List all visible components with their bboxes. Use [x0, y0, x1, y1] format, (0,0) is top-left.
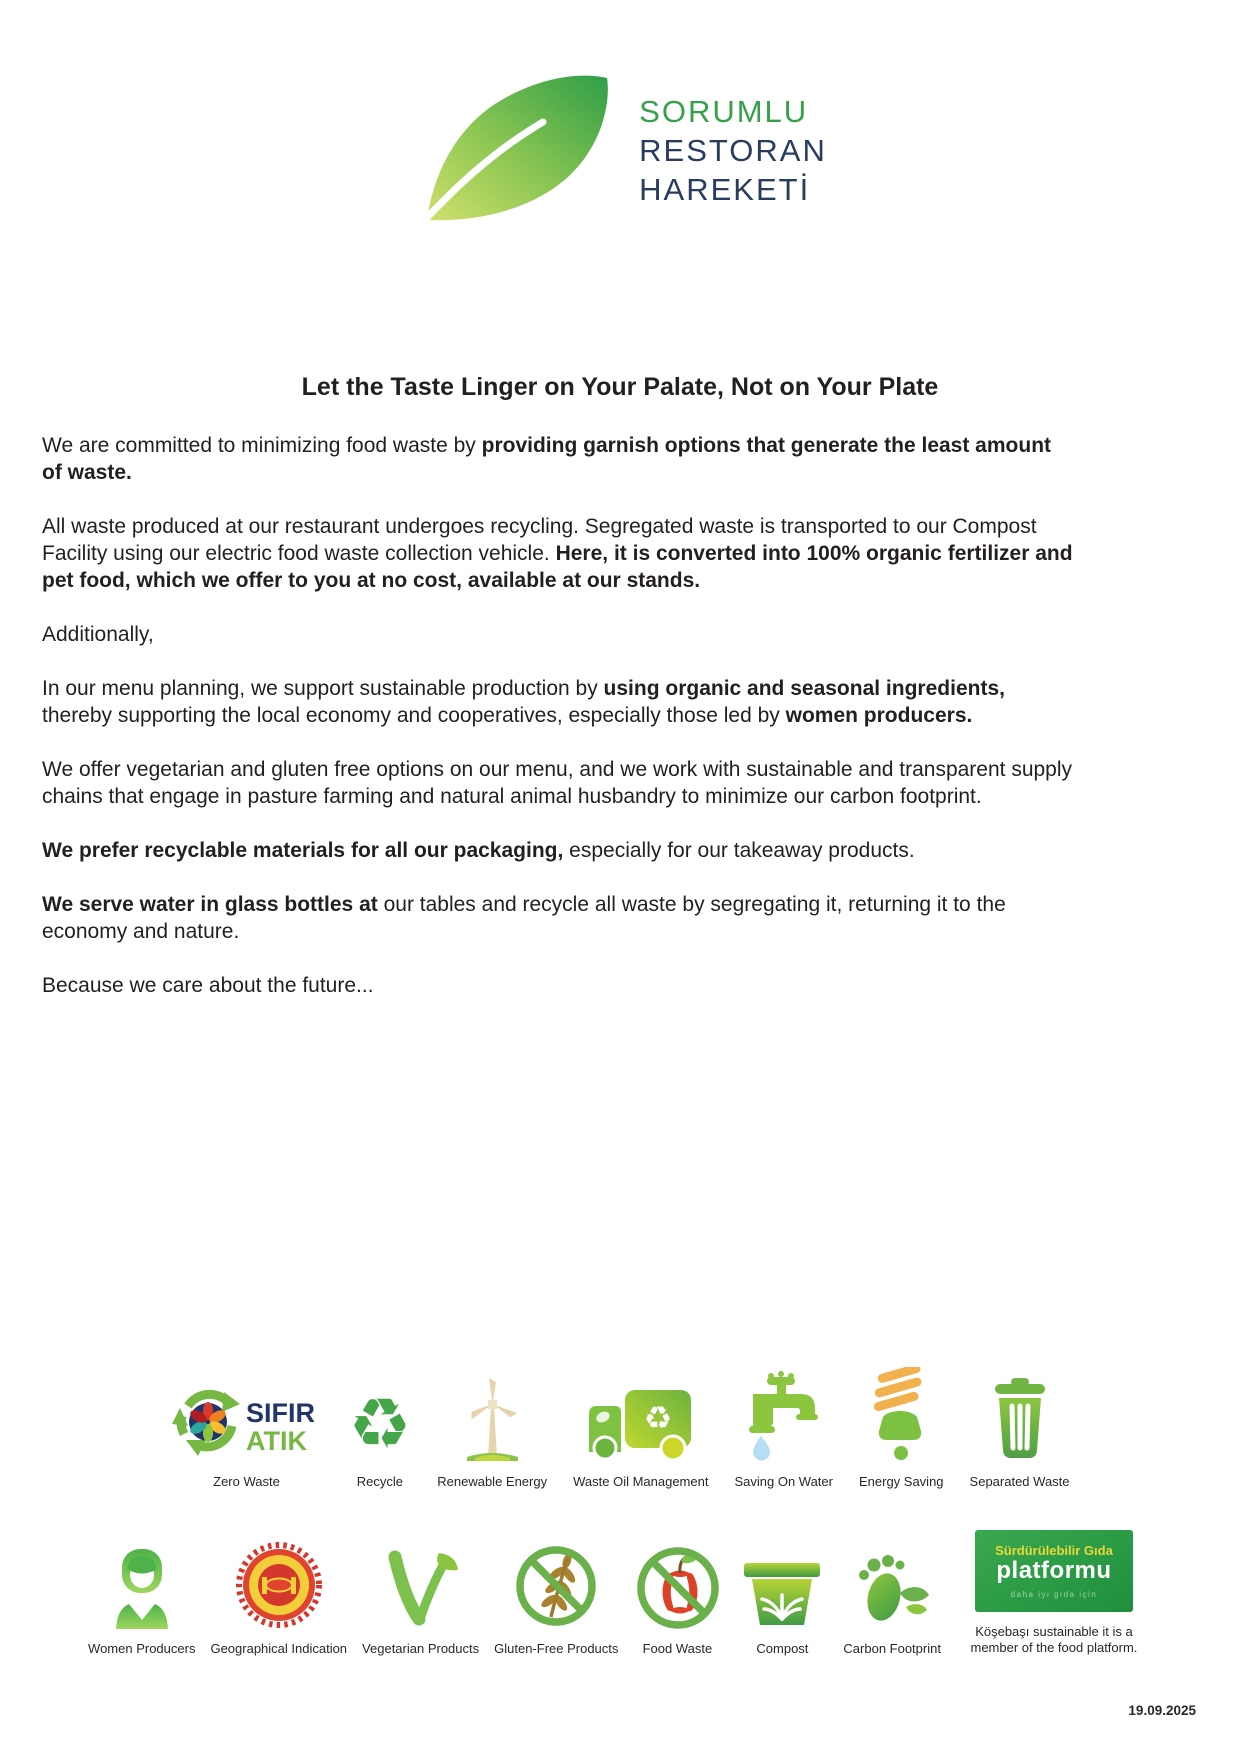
- leaf-logo-icon: [413, 70, 613, 230]
- icon-label: Energy Saving: [858, 1474, 944, 1489]
- vegetarian-icon: [381, 1545, 461, 1629]
- saving-water-icon: [741, 1378, 826, 1462]
- waste-oil-icon: [585, 1378, 697, 1462]
- icon-item-vegetarian: [362, 1545, 479, 1656]
- icon-label: Carbon Footprint: [843, 1641, 941, 1656]
- body-text: [42, 432, 1074, 999]
- icon-label: Waste Oil Management: [573, 1474, 709, 1489]
- sustainable-food-platform-badge: [975, 1530, 1133, 1612]
- paragraph: We prefer recyclable materials for all our packaging, especially for our takeaway products.: [42, 839, 915, 862]
- icon-row-products: [0, 1528, 1240, 1656]
- icon-item-energy-saving: [859, 1378, 944, 1489]
- food-platform-icon: [975, 1528, 1133, 1612]
- icon-label: Compost: [756, 1641, 809, 1656]
- icon-item-food-waste: [633, 1545, 721, 1656]
- icon-label: Geographical Indication: [210, 1641, 348, 1656]
- paragraph: Additionally,: [42, 623, 154, 646]
- icon-label: Food Waste: [642, 1641, 713, 1656]
- icon-item-carbon-footprint: [843, 1545, 941, 1656]
- carbon-footprint-icon: [850, 1545, 934, 1629]
- icon-item-recycle: [348, 1378, 411, 1489]
- paragraph: In our menu planning, we support sustainable production by using organic and seasonal ingredients, thereby supporting the local economy and cooperatives, especially those led by women producers.: [42, 677, 1005, 727]
- compost-icon: [736, 1545, 828, 1629]
- icon-label: Recycle: [356, 1474, 403, 1489]
- women-producers-icon: [102, 1545, 182, 1629]
- logo-title-line3: HAREKETİ: [639, 171, 811, 207]
- paragraph: All waste produced at our restaurant undergoes recycling. Segregated waste is transported to our Compost Facility using our electric food waste collection vehicle. Here, it is converted into 100% organic fertilizer and pet food, which we offer to you at no cost, available at our stands.: [42, 515, 1073, 592]
- separated-waste-icon: [985, 1378, 1055, 1462]
- geographical-indication-icon: [235, 1545, 323, 1629]
- recycle-icon: ♻: [348, 1385, 412, 1463]
- icon-item-compost: [736, 1545, 828, 1656]
- platform-badge-sub-text: daha iyi gıda için: [1010, 1590, 1098, 1599]
- gluten-free-icon: [513, 1545, 599, 1629]
- document-date: 19.09.2025: [1128, 1703, 1196, 1718]
- icon-item-gluten-free: [494, 1545, 618, 1656]
- energy-saving-icon: [865, 1378, 937, 1462]
- brand-logo: [0, 0, 1240, 230]
- icon-row-practices: [0, 1378, 1240, 1489]
- paragraph: We offer vegetarian and gluten free options on our menu, and we work with sustainable and transparent supply chains that engage in pasture farming and natural animal husbandry to minimize our carbon footprint.: [42, 758, 1073, 808]
- icon-label: Köşebaşı sustainable it is a member of the food platform.: [970, 1624, 1138, 1655]
- svg-text:♻: ♻: [643, 1399, 673, 1437]
- logo-title-line1: SORUMLU: [639, 93, 809, 129]
- icon-label: Saving On Water: [734, 1474, 833, 1489]
- svg-text:ATIK: ATIK: [246, 1426, 308, 1456]
- icon-item-saving-water: [734, 1378, 833, 1489]
- paragraph: We serve water in glass bottles at our tables and recycle all waste by segregating it, returning it to the economy and nature.: [42, 893, 1006, 943]
- icon-item-waste-oil: [573, 1378, 708, 1489]
- icon-item-renewable-energy: [437, 1378, 547, 1489]
- logo-title-line2: RESTORAN: [639, 132, 827, 168]
- renewable-energy-icon: [445, 1378, 540, 1462]
- platform-badge-main-text: platformu: [996, 1557, 1112, 1584]
- icon-label: Separated Waste: [969, 1474, 1070, 1489]
- page-title: Let the Taste Linger on Your Palate, Not on Your Plate: [301, 373, 939, 401]
- food-waste-icon: [633, 1545, 721, 1629]
- icon-item-separated-waste: [970, 1378, 1070, 1489]
- icon-label: Renewable Energy: [437, 1474, 548, 1489]
- icon-item-geographical-indication: [210, 1545, 347, 1656]
- icon-label: Vegetarian Products: [362, 1641, 480, 1656]
- platform-badge-top-text: Sürdürülebilir Gıda: [995, 1543, 1113, 1558]
- icon-label: Women Producers: [88, 1641, 196, 1656]
- icon-label: Gluten-Free Products: [494, 1641, 619, 1656]
- icon-item-food-platform: [956, 1528, 1152, 1656]
- paragraph: We are committed to minimizing food waste by providing garnish options that generate the least amount of waste.: [42, 434, 1052, 484]
- svg-text:SIFIR: SIFIR: [246, 1398, 316, 1428]
- icon-item-women-producers: [88, 1545, 195, 1656]
- icon-item-zero-waste: [170, 1378, 322, 1489]
- paragraph: Because we care about the future...: [42, 974, 374, 997]
- zero-waste-icon: [170, 1378, 322, 1462]
- icon-label: Zero Waste: [213, 1474, 280, 1489]
